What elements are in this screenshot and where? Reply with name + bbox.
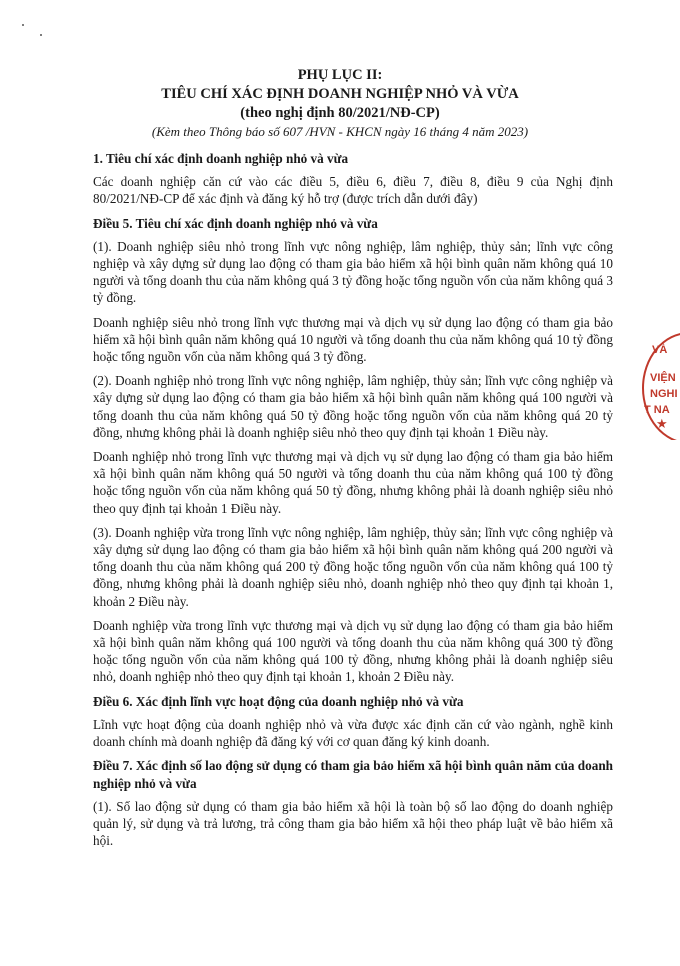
article-6-heading: Điều 6. Xác định lĩnh vực hoạt động của doanh nghiệp nhỏ và vừa [93,693,464,709]
article-5-heading: Điều 5. Tiêu chí xác định doanh nghiệp nhỏ và vừa [93,215,378,231]
appendix-title: TIÊU CHÍ XÁC ĐỊNH DOANH NGHIỆP NHỎ VÀ VỪA [161,86,519,102]
article-7-paragraph: (1). Số lao động sử dụng có tham gia bảo hiểm xã hội là toàn bộ số lao động do doanh nghiệp quản lý, sử dụng và trả lương, trả công tham gia bảo hiểm xã hội theo pháp luật về bảo hiểm xã hội. [93,798,613,849]
article-5-paragraph: (1). Doanh nghiệp siêu nhỏ trong lĩnh vực nông nghiệp, lâm nghiệp, thủy sản; lĩnh vực công nghiệp và xây dựng sử dụng lao động có tham gia bảo hiểm xã hội bình quân năm không quá 10 người và tổng doanh thu của năm không quá 3 tỷ đồng hoặc tổng nguồn vốn của năm không quá 3 tỷ đồng. [93,238,613,306]
appendix-label: PHỤ LỤC II: [297,67,383,83]
document-body [93,150,613,856]
seal-text: VIỆN [650,372,676,384]
notice-reference: (Kèm theo Thông báo số 607 /HVN - KHCN ngày 16 tháng 4 năm 2023) [151,124,529,139]
article-7-heading: Điều 7. Xác định số lao động sử dụng có tham gia bảo hiểm xã hội bình quân năm của doanh nghiệp nhỏ và vừa [93,758,613,791]
article-5-paragraph: Doanh nghiệp nhỏ trong lĩnh vực thương mại và dịch vụ sử dụng lao động có tham gia bảo hiểm xã hội bình quân năm không quá 50 người và tổng doanh thu của năm không quá 100 tỷ đồng hoặc tổng nguồn vốn của năm không quá 50 tỷ đồng, nhưng không phải là doanh nghiệp siêu nhỏ theo quy định tại khoản 1 Điều này. [93,449,613,516]
seal-star-icon: ★ [656,416,668,431]
decree-reference: (theo nghị định 80/2021/NĐ-CP) [240,105,440,121]
article-6-paragraph: Lĩnh vực hoạt động của doanh nghiệp nhỏ và vừa được xác định căn cứ vào ngành, nghề kinh doanh chính mà doanh nghiệp đã đăng ký với cơ quan đăng ký kinh doanh. [93,716,613,750]
scan-speck [22,24,24,26]
seal-text: VÀ [652,344,668,356]
seal-text: T NA [644,404,670,416]
article-5-paragraph: (3). Doanh nghiệp vừa trong lĩnh vực nông nghiệp, lâm nghiệp, thủy sản; lĩnh vực công nghiệp và xây dựng sử dụng lao động có tham gia bảo hiểm xã hội bình quân năm không quá 200 người và tổng doanh thu của năm không quá 200 tỷ đồng hoặc tổng nguồn vốn của năm không quá 100 tỷ đồng, nhưng không phải là doanh nghiệp siêu nhỏ, doanh nghiệp nhỏ theo quy định tại khoản 1, khoản 2 Điều này. [93,524,613,609]
scan-speck [40,34,42,36]
section-1-heading: 1. Tiêu chí xác định doanh nghiệp nhỏ và vừa [93,151,349,166]
article-5-paragraph: (2). Doanh nghiệp nhỏ trong lĩnh vực nông nghiệp, lâm nghiệp, thủy sản; lĩnh vực công nghiệp và xây dựng sử dụng lao động có tham gia bảo hiểm xã hội bình quân năm không quá 100 người và tổng doanh thu của năm không quá 50 tỷ đồng hoặc tổng nguồn vốn của năm không quá 20 tỷ đồng, nhưng không phải là doanh nghiệp siêu nhỏ theo quy định tại khoản 1 Điều này. [93,373,613,440]
document-header [80,66,600,141]
section-1-paragraph: Các doanh nghiệp căn cứ vào các điều 5, điều 6, điều 7, điều 8, điều 9 của Nghị định 80/2021/NĐ-CP để xác định và đăng ký hỗ trợ (được trích dẫn dưới đây) [93,174,613,207]
article-5-paragraph: Doanh nghiệp siêu nhỏ trong lĩnh vực thương mại và dịch vụ sử dụng lao động có tham gia bảo hiểm xã hội bình quân năm không quá 10 người và tổng doanh thu của năm không quá 10 tỷ đồng hoặc tổng nguồn vốn của năm không quá 3 tỷ đồng. [93,314,613,365]
article-5-paragraph: Doanh nghiệp vừa trong lĩnh vực thương mại và dịch vụ sử dụng lao động có tham gia bảo hiểm xã hội bình quân năm không quá 100 người và tổng doanh thu của năm không quá 300 tỷ đồng hoặc tổng nguồn vốn của năm không quá 100 tỷ đồng, nhưng không phải là doanh nghiệp siêu nhỏ, doanh nghiệp nhỏ theo quy định tại khoản 1, khoản 2 Điều này. [93,617,613,685]
red-seal-stamp [638,332,680,440]
seal-text: NGHI [650,388,678,400]
